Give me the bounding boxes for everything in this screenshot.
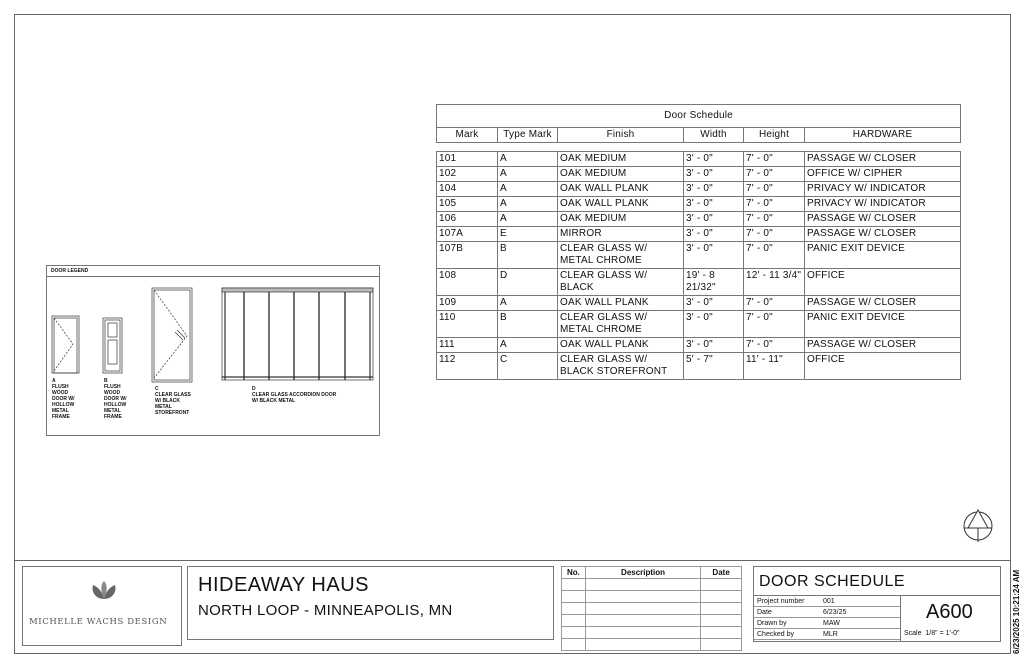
revision-block [561, 566, 742, 646]
table-row [437, 242, 961, 269]
table-cell: 7' - 0" [744, 197, 805, 212]
table-cell: A [498, 167, 558, 182]
table-cell: A [498, 197, 558, 212]
schedule-column-header: HARDWARE [805, 128, 961, 143]
scale-value: 1/8" = 1'-0" [925, 630, 960, 637]
table-row [437, 296, 961, 311]
table-cell: 7' - 0" [744, 152, 805, 167]
sheet-info-table [754, 596, 900, 640]
table-cell: PASSAGE W/ CLOSER [805, 338, 961, 353]
table-cell: OAK MEDIUM [558, 212, 684, 227]
schedule-column-header: Width [684, 128, 744, 143]
table-cell: 7' - 0" [744, 212, 805, 227]
revision-table [561, 566, 742, 651]
door-d-elevation [222, 288, 373, 380]
table-cell: 112 [437, 353, 498, 380]
table-cell: 3' - 0" [684, 167, 744, 182]
sheet-number: A600 [926, 601, 973, 623]
table-cell: CLEAR GLASS W/ METAL CHROME [558, 242, 684, 269]
table-cell: 102 [437, 167, 498, 182]
rev-date-header: Date [701, 567, 742, 579]
schedule-column-header: Finish [558, 128, 684, 143]
info-label: Drawn by [754, 618, 820, 629]
table-cell: OAK WALL PLANK [558, 182, 684, 197]
door-c-caption: C CLEAR GLASS W/ BLACK METAL STOREFRONT [155, 386, 191, 416]
table-cell: PRIVACY W/ INDICATOR [805, 182, 961, 197]
table-cell: PASSAGE W/ CLOSER [805, 296, 961, 311]
schedule-body [437, 152, 961, 380]
table-cell: 3' - 0" [684, 311, 744, 338]
table-cell: 104 [437, 182, 498, 197]
schedule-column-header: Type Mark [498, 128, 558, 143]
schedule-header-row [437, 128, 961, 143]
rev-no-header: No. [562, 567, 586, 579]
table-row [437, 227, 961, 242]
sheet-title: DOOR SCHEDULE [759, 573, 906, 590]
table-cell: 101 [437, 152, 498, 167]
table-cell: 3' - 0" [684, 152, 744, 167]
schedule-column-header: Mark [437, 128, 498, 143]
door-schedule [436, 104, 960, 380]
table-cell: 5' - 7" [684, 353, 744, 380]
schedule-title: Door Schedule [437, 105, 961, 128]
table-cell: PANIC EXIT DEVICE [805, 242, 961, 269]
info-value: 001 [820, 596, 900, 607]
table-cell: 7' - 0" [744, 296, 805, 311]
table-cell: 7' - 0" [744, 182, 805, 197]
info-value: MLR [820, 629, 900, 640]
table-cell: 11' - 11" [744, 353, 805, 380]
table-cell: OFFICE W/ CIPHER [805, 167, 961, 182]
table-cell: 12' - 11 3/4" [744, 269, 805, 296]
table-cell: D [498, 269, 558, 296]
door-a-caption: A FLUSH WOOD DOOR W/ HOLLOW METAL FRAME [52, 378, 75, 420]
table-cell: 3' - 0" [684, 296, 744, 311]
table-cell: OAK MEDIUM [558, 152, 684, 167]
table-row [437, 152, 961, 167]
table-cell: B [498, 242, 558, 269]
table-cell: PASSAGE W/ CLOSER [805, 152, 961, 167]
table-cell: 109 [437, 296, 498, 311]
table-cell: OFFICE [805, 269, 961, 296]
table-cell: 7' - 0" [744, 311, 805, 338]
table-cell: CLEAR GLASS W/ METAL CHROME [558, 311, 684, 338]
scale-label: Scale [904, 630, 922, 637]
info-label: Project number [754, 596, 820, 607]
table-cell: 3' - 0" [684, 338, 744, 353]
project-name: HIDEAWAY HAUS [198, 574, 369, 596]
table-cell: CLEAR GLASS W/ BLACK [558, 269, 684, 296]
table-cell: 3' - 0" [684, 182, 744, 197]
table-cell: 7' - 0" [744, 242, 805, 269]
table-cell: OAK MEDIUM [558, 167, 684, 182]
table-cell: 105 [437, 197, 498, 212]
table-cell: CLEAR GLASS W/ BLACK STOREFRONT [558, 353, 684, 380]
door-schedule-table [436, 104, 961, 380]
table-cell: 111 [437, 338, 498, 353]
project-box [187, 566, 554, 640]
door-legend [46, 265, 380, 436]
table-cell: 108 [437, 269, 498, 296]
table-row [437, 212, 961, 227]
firm-logo-box [22, 566, 182, 646]
door-b-elevation [103, 318, 122, 373]
door-a-elevation [52, 316, 79, 373]
info-value: MAW [820, 618, 900, 629]
table-cell: PANIC EXIT DEVICE [805, 311, 961, 338]
table-cell: A [498, 212, 558, 227]
table-row [437, 167, 961, 182]
table-cell: 7' - 0" [744, 227, 805, 242]
table-cell: PASSAGE W/ CLOSER [805, 227, 961, 242]
flower-logo-icon [89, 579, 119, 603]
table-cell: 3' - 0" [684, 212, 744, 227]
door-b-caption: B FLUSH WOOD DOOR W/ HOLLOW METAL FRAME [104, 378, 127, 420]
table-cell: 106 [437, 212, 498, 227]
table-cell: A [498, 338, 558, 353]
title-block-divider [14, 560, 1011, 561]
table-row [437, 353, 961, 380]
info-value: 6/23/25 [820, 607, 900, 618]
table-cell: 3' - 0" [684, 242, 744, 269]
table-cell: 7' - 0" [744, 167, 805, 182]
table-cell: 3' - 0" [684, 227, 744, 242]
table-cell: OFFICE [805, 353, 961, 380]
table-cell: PASSAGE W/ CLOSER [805, 212, 961, 227]
table-cell: 107B [437, 242, 498, 269]
door-d-caption: D CLEAR GLASS ACCORDION DOOR W/ BLACK METAL [252, 386, 337, 404]
table-row [437, 338, 961, 353]
table-cell: B [498, 311, 558, 338]
north-arrow-icon [960, 508, 996, 544]
firm-name: MICHELLE WACHS DESIGN [29, 617, 168, 627]
table-cell: MIRROR [558, 227, 684, 242]
table-row [437, 197, 961, 212]
print-timestamp: 6/23/2025 10:21:24 AM [1012, 569, 1021, 654]
table-cell: C [498, 353, 558, 380]
table-cell: 3' - 0" [684, 197, 744, 212]
scale-row [904, 630, 960, 637]
table-cell: OAK WALL PLANK [558, 338, 684, 353]
table-cell: OAK WALL PLANK [558, 197, 684, 212]
table-row [437, 182, 961, 197]
door-c-elevation [152, 288, 192, 382]
schedule-spacer [437, 143, 961, 152]
table-cell: A [498, 152, 558, 167]
table-cell: 19' - 8 21/32" [684, 269, 744, 296]
info-label: Date [754, 607, 820, 618]
info-label: Checked by [754, 629, 820, 640]
table-cell: 7' - 0" [744, 338, 805, 353]
table-cell: A [498, 182, 558, 197]
legend-title: DOOR LEGEND [51, 268, 89, 274]
table-cell: OAK WALL PLANK [558, 296, 684, 311]
door-legend-drawing [47, 266, 379, 435]
table-row [437, 311, 961, 338]
project-location: NORTH LOOP - MINNEAPOLIS, MN [198, 602, 453, 619]
sheet-number-divider [900, 595, 901, 641]
rev-description-header: Description [585, 567, 700, 579]
table-cell: 107A [437, 227, 498, 242]
schedule-column-header: Height [744, 128, 805, 143]
table-row [437, 269, 961, 296]
sheet-info-box [753, 566, 1001, 642]
table-cell: A [498, 296, 558, 311]
table-cell: PRIVACY W/ INDICATOR [805, 197, 961, 212]
table-cell: E [498, 227, 558, 242]
table-cell: 110 [437, 311, 498, 338]
